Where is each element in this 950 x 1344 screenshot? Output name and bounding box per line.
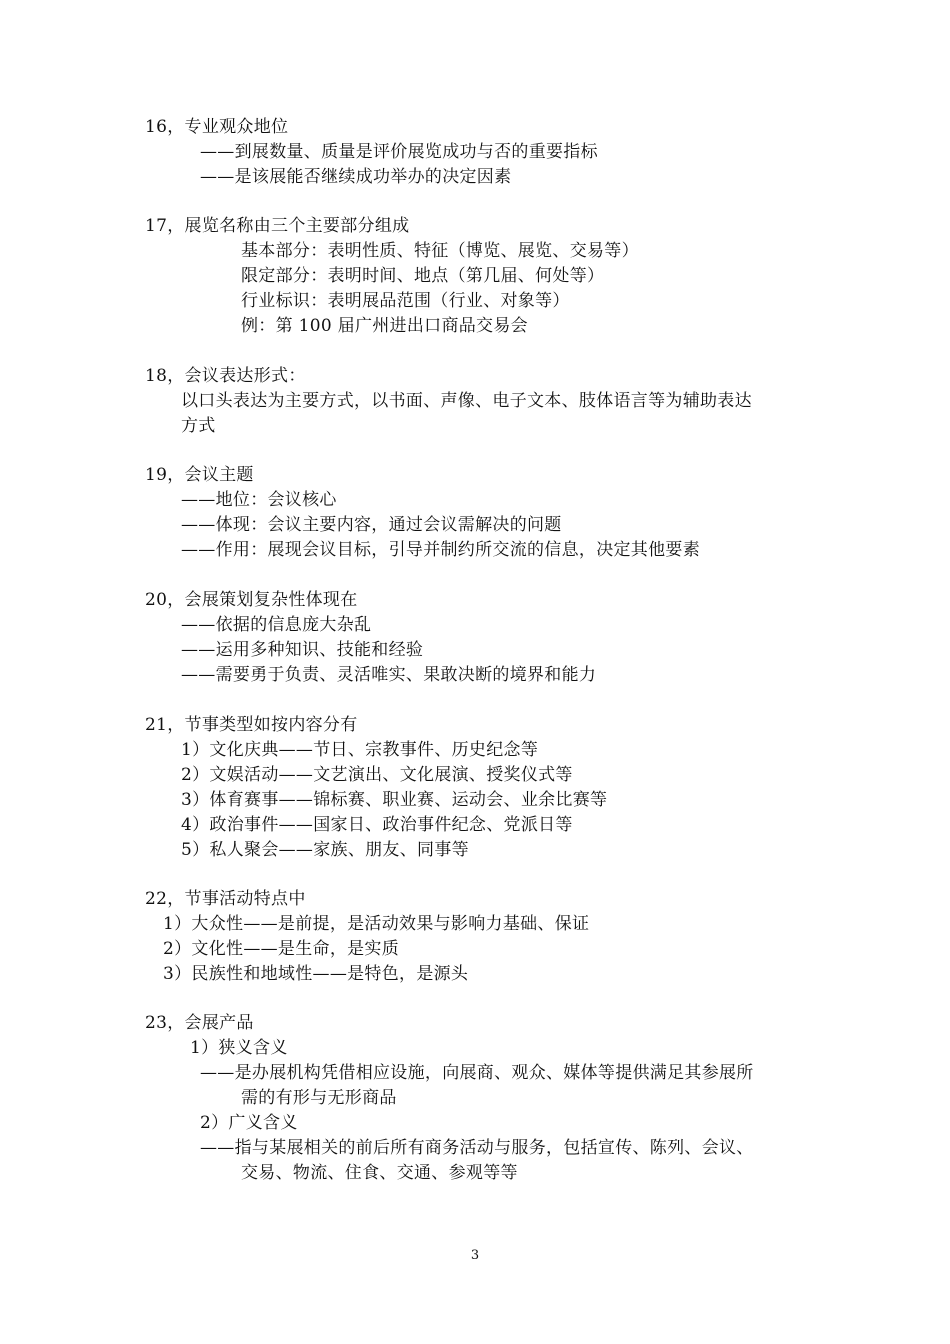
section-23-heading: 23，会展产品 [145, 1013, 254, 1033]
section-22-line-3: 3）民族性和地域性——是特色，是源头 [163, 964, 469, 984]
section-18-line-2: 方式 [181, 416, 216, 436]
section-23-line-2: ——是办展机构凭借相应设施，向展商、观众、媒体等提供满足其参展所 [200, 1063, 754, 1083]
section-18-heading: 18，会议表达形式： [145, 366, 306, 386]
section-18-line-1: 以口头表达为主要方式，以书面、声像、电子文本、肢体语言等为辅助表达 [181, 391, 752, 411]
section-16-line-1: ——到展数量、质量是评价展览成功与否的重要指标 [200, 142, 598, 162]
section-17-line-1: 基本部分：表明性质、特征（博览、展览、交易等） [241, 241, 639, 261]
section-20-line-3: ——需要勇于负责、灵活唯实、果敢决断的境界和能力 [181, 665, 597, 685]
section-19-line-1: ——地位：会议核心 [181, 490, 337, 510]
section-20-heading: 20，会展策划复杂性体现在 [145, 590, 358, 610]
section-22-line-2: 2）文化性——是生命，是实质 [163, 939, 400, 959]
section-21-line-3: 3）体育赛事——锦标赛、职业赛、运动会、业余比赛等 [181, 790, 608, 810]
section-23-line-6: 交易、物流、住食、交通、参观等等 [241, 1163, 518, 1183]
section-17-line-3: 行业标识：表明展品范围（行业、对象等） [241, 291, 570, 311]
section-19-line-2: ——体现：会议主要内容，通过会议需解决的问题 [181, 515, 562, 535]
section-20-line-1: ——依据的信息庞大杂乱 [181, 615, 372, 635]
section-20-line-2: ——运用多种知识、技能和经验 [181, 640, 424, 660]
page-number: 3 [470, 1248, 480, 1263]
section-17-line-4: 例：第 100 届广州进出口商品交易会 [241, 316, 528, 336]
section-21-line-1: 1）文化庆典——节日、宗教事件、历史纪念等 [181, 740, 539, 760]
section-16-heading: 16，专业观众地位 [145, 117, 289, 137]
section-23-line-1: 1）狭义含义 [190, 1038, 288, 1058]
section-23-line-5: ——指与某展相关的前后所有商务活动与服务，包括宣传、陈列、会议、 [200, 1138, 754, 1158]
section-21-line-2: 2）文娱活动——文艺演出、文化展演、授奖仪式等 [181, 765, 573, 785]
section-23-line-4: 2）广义含义 [200, 1113, 298, 1133]
section-19-heading: 19，会议主题 [145, 465, 254, 485]
section-21-heading: 21，节事类型如按内容分有 [145, 715, 358, 735]
section-22-line-1: 1）大众性——是前提，是活动效果与影响力基础、保证 [163, 914, 590, 934]
section-16-line-2: ——是该展能否继续成功举办的决定因素 [200, 167, 512, 187]
section-21-line-4: 4）政治事件——国家日、政治事件纪念、党派日等 [181, 815, 573, 835]
section-23-line-3: 需的有形与无形商品 [241, 1088, 397, 1108]
section-17-heading: 17，展览名称由三个主要部分组成 [145, 216, 410, 236]
section-21-line-5: 5）私人聚会——家族、朋友、同事等 [181, 840, 469, 860]
section-22-heading: 22，节事活动特点中 [145, 889, 306, 909]
section-19-line-3: ——作用：展现会议目标，引导并制约所交流的信息，决定其他要素 [181, 540, 700, 560]
section-17-line-2: 限定部分：表明时间、地点（第几届、何处等） [241, 266, 605, 286]
